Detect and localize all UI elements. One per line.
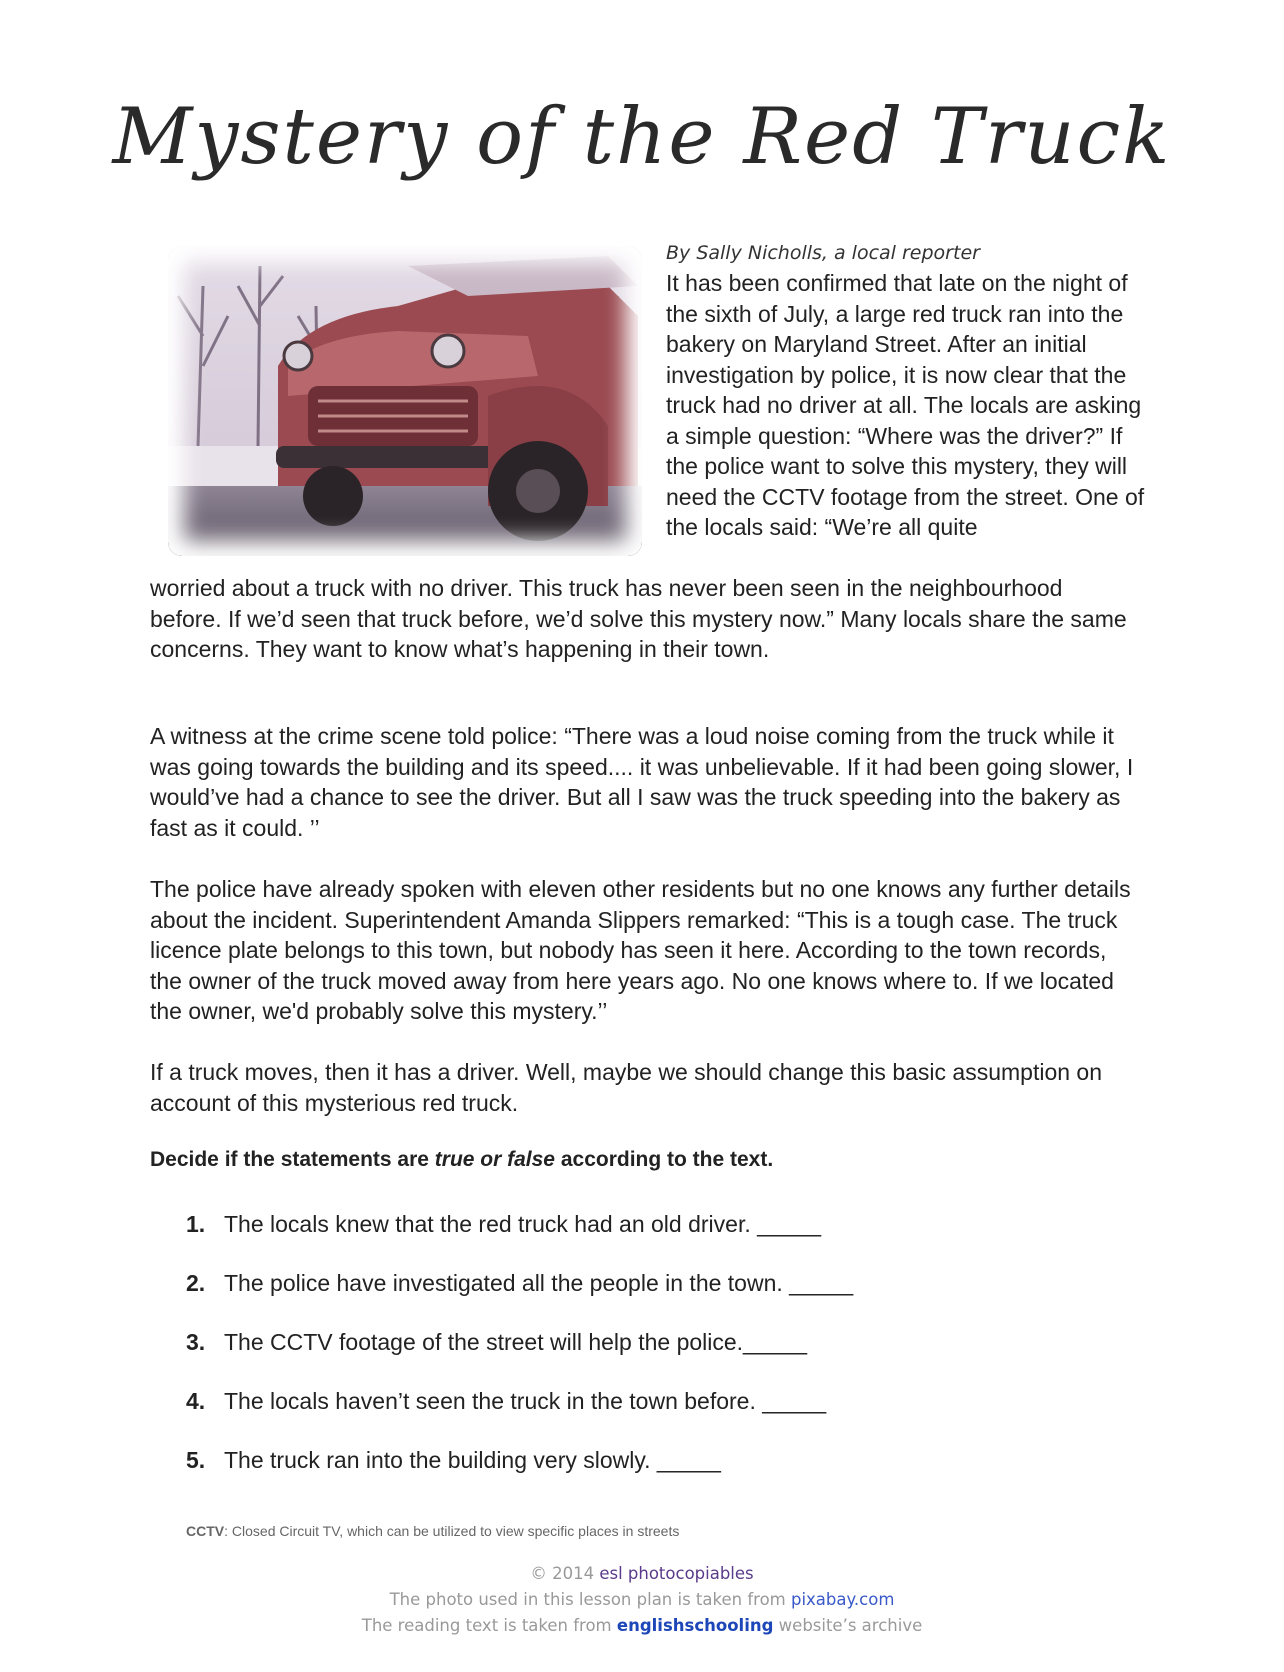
question-item: 4. The locals haven’t seen the truck in the town before. _____ bbox=[186, 1388, 827, 1414]
article-paragraph-1-continued: worried about a truck with no driver. This truck has never been seen in the neighbourhood before. If we’d seen that truck before, we’d solve this mystery now.” Many locals share the same concerns. They want to know what’s happening in their town. bbox=[150, 575, 1127, 662]
page-title: Mystery of the Red Truck bbox=[112, 92, 1172, 182]
truck-photo bbox=[168, 246, 642, 556]
question-item: 3. The CCTV footage of the street will help the police._____ bbox=[186, 1329, 808, 1355]
question-item: 1. The locals knew that the red truck had an old driver. _____ bbox=[186, 1211, 822, 1237]
article-paragraph-3: The police have already spoken with eleven other residents but no one knows any further details about the incident. Superintendent Amanda Slippers remarked: “This is a tough case. The truck licence plate belongs to this town, but nobody has seen it here. According to the town records, the owner of the truck moved away from here years ago. No one knows where to. If we located the owner, we'd probably solve this mystery.’’ bbox=[150, 876, 1131, 1024]
question-item: 2. The police have investigated all the people in the town. _____ bbox=[186, 1270, 854, 1296]
article-paragraph-4: If a truck moves, then it has a driver. Well, maybe we should change this basic assumption on account of this mysterious red truck. bbox=[150, 1059, 1102, 1116]
text-credit-line: The reading text is taken from englishschooling website’s archive bbox=[361, 1616, 923, 1635]
englishschooling-link[interactable]: englishschooling bbox=[616, 1616, 774, 1635]
question-item: 5. The truck ran into the building very slowly. _____ bbox=[186, 1447, 721, 1473]
photo-credit-line: The photo used in this lesson plan is taken from pixabay.com bbox=[389, 1590, 895, 1609]
pixabay-link[interactable]: pixabay.com bbox=[790, 1590, 895, 1609]
brand-link[interactable]: esl photocopiables bbox=[599, 1564, 754, 1583]
byline: By Sally Nicholls, a local reporter bbox=[666, 242, 980, 264]
footnote: CCTV: Closed Circuit TV, which can be utilized to view specific places in streets bbox=[186, 1523, 680, 1539]
exercise-instruction: Decide if the statements are true or false according to the text. bbox=[150, 1148, 774, 1171]
copyright-line: © 2014 esl photocopiables bbox=[530, 1564, 754, 1583]
article-paragraph-2: A witness at the crime scene told police: “There was a loud noise coming from the truck while it was going towards the building and its speed.... it was unbelievable. If it had been going slower, I would’ve had a chance to see the driver. But all I saw was the truck speeding into the bakery as fast as it could. ’’ bbox=[150, 723, 1134, 841]
article-paragraph-1: It has been confirmed that late on the night of the sixth of July, a large red truck ran into the bakery on Maryland Street. After an initial investigation by police, it is now clear that the truck had no driver at all. The locals are asking a simple question: “Where was the driver?” If the police want to solve this mystery, they will need the CCTV footage from the street. One of the locals said: “We’re all quite bbox=[666, 270, 1145, 540]
